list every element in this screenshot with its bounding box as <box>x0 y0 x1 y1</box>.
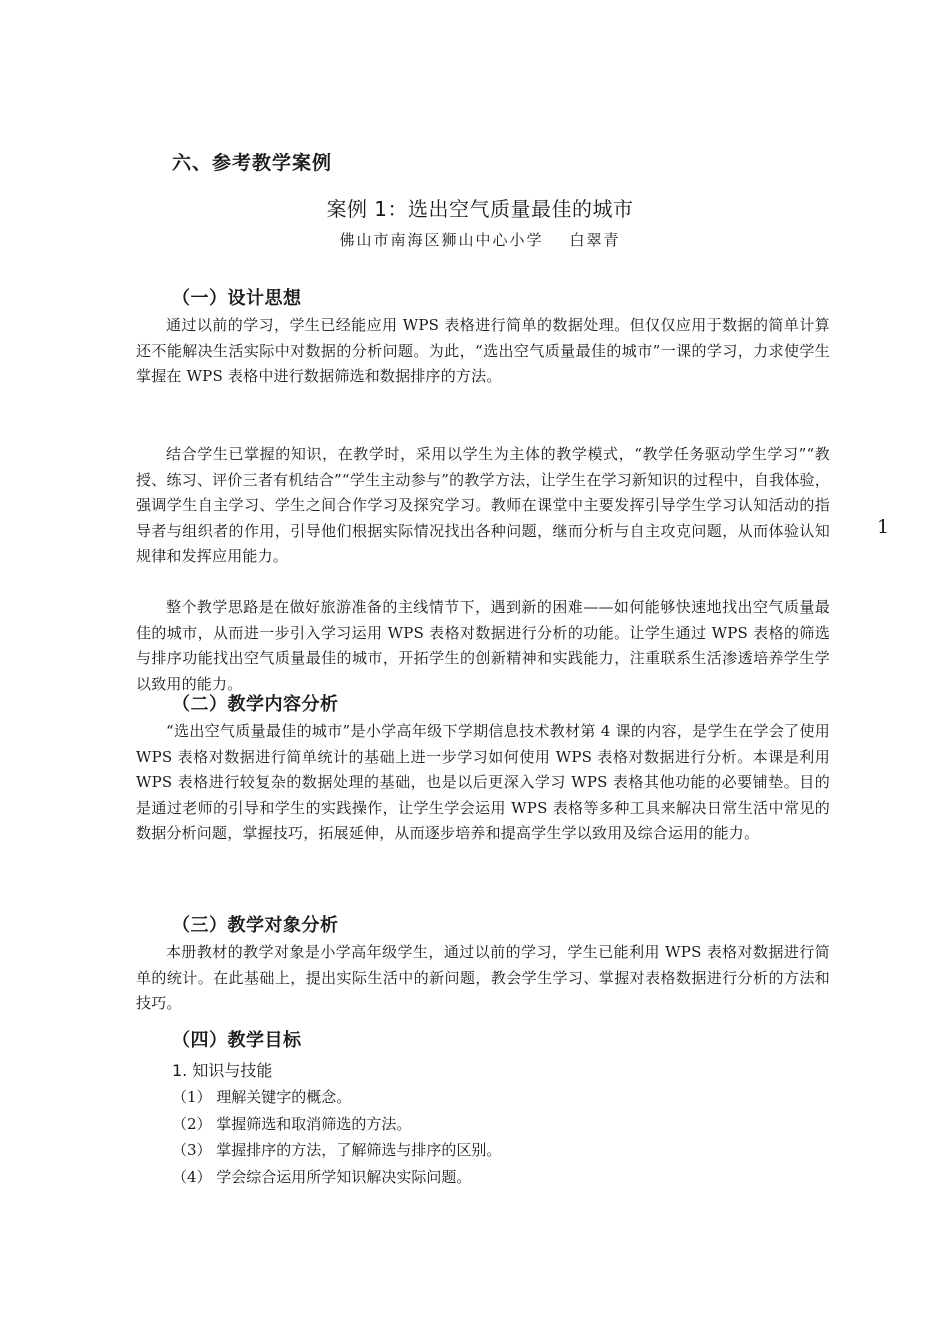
section-title: 六、参考教学案例 <box>172 152 333 174</box>
subheading-knowledge-skills: 1. 知识与技能 <box>172 1061 273 1080</box>
paragraph: 本册教材的教学对象是小学高年级学生，通过以前的学习，学生已能利用 WPS 表格对数据进行简单的统计。在此基础上，提出实际生活中的新问题，教会学生学习、掌握对表格数据进行分析的方法和技巧。 <box>136 943 830 1013</box>
paragraph: 通过以前的学习，学生已经能应用 WPS 表格进行简单的数据处理。但仅仅应用于数据的简单计算还不能解决生活实际中对数据的分析问题。为此，“选出空气质量最佳的城市”一课的学习，力求使学生掌握在 WPS 表格中进行数据筛选和数据排序的方法。 <box>136 316 830 386</box>
case-title: 案例 1：选出空气质量最佳的城市 <box>326 197 634 221</box>
page-number: 1 <box>877 516 890 538</box>
paragraph: 结合学生已掌握的知识，在教学时，采用以学生为主体的教学模式，“教学任务驱动学生学习”“教授、练习、评价三者有机结合”“学生主动参与”的教学方法，让学生在学习新知识的过程中，自我体验，强调学生自主学习、学生之间合作学习及探究学习。教师在课堂中主要发挥引导学生学习认知活动的指导者与组织者的作用，引导他们根据实际情况找出各种问题，继而分析与自主攻克问题，从而体验认知规律和发挥应用能力。 <box>136 445 830 566</box>
heading-learner-analysis: （三）教学对象分析 <box>172 915 339 936</box>
case-teacher: 白翠青 <box>569 231 621 249</box>
heading-content-analysis: （二）教学内容分析 <box>172 694 339 715</box>
paragraph: “选出空气质量最佳的城市”是小学高年级下学期信息技术教材第 4 课的内容，是学生在学会了使用 WPS 表格对数据进行简单统计的基础上进一步学习如何使用 WPS 表格对数据进行分析。本课是利用 WPS 表格进行较复杂的数据处理的基础，也是以后更深入学习 WPS 表格其他功能的必要铺垫。目的是通过老师的引导和学生的实践操作，让学生学会运用 WPS 表格等多种工具来解决日常生活中常见的数据分析问题，掌握技巧，拓展延伸，从而逐步培养和提高学生学以致用及综合运用的能力。 <box>136 722 830 843</box>
paragraph: 整个教学思路是在做好旅游准备的主线情节下，遇到新的困难——如何能够快速地找出空气质量最佳的城市，从而进一步引入学习运用 WPS 表格对数据进行分析的功能。让学生通过 WPS 表格的筛选与排序功能找出空气质量最佳的城市，开拓学生的创新精神和实践能力，注重联系生活渗透培养学生学以致用的能力。 <box>136 598 830 693</box>
list-item: （1） 理解关键字的概念。 <box>172 1088 352 1106</box>
list-item: （4） 学会综合运用所学知识解决实际问题。 <box>172 1167 472 1186</box>
heading-teaching-objectives: （四）教学目标 <box>172 1030 302 1051</box>
objectives-list <box>172 1084 501 1190</box>
case-author-line <box>0 229 950 250</box>
heading-design-thinking: （一）设计思想 <box>172 288 302 309</box>
list-item: （2） 掌握筛选和取消筛选的方法。 <box>172 1114 412 1133</box>
case-school: 佛山市南海区狮山中心小学 <box>339 231 544 249</box>
list-item: （3） 掌握排序的方法，了解筛选与排序的区别。 <box>172 1141 502 1159</box>
